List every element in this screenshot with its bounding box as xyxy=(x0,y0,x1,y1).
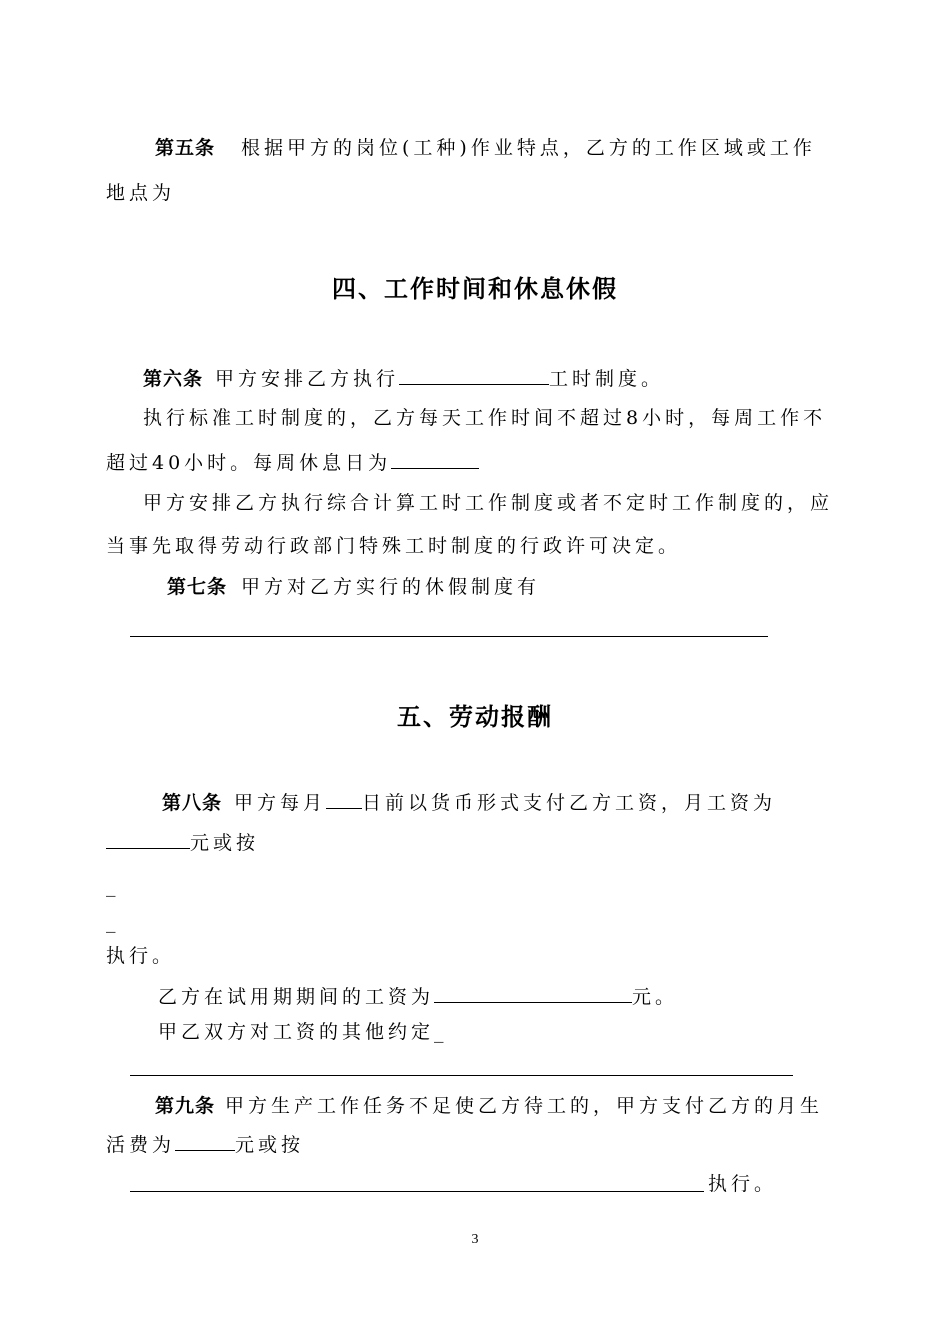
article-6-para-3b: 当事先取得劳动行政部门特殊工时制度的行政许可决定。 xyxy=(106,535,682,557)
living-allowance-basis-blank xyxy=(130,1191,704,1192)
article-9-line-1 xyxy=(155,1092,823,1120)
article-8-label: 第八条 xyxy=(162,792,223,814)
other-wage-terms-blank xyxy=(130,1075,793,1076)
article-7-text: 甲方对乙方实行的休假制度有 xyxy=(241,576,541,598)
article-9-text: 甲方生产工作任务不足使乙方待工的，甲方支付乙方的月生 xyxy=(225,1095,824,1117)
living-allowance-blank xyxy=(175,1130,235,1151)
article-8-line-2-text: 元或按 xyxy=(190,832,260,854)
rest-day-blank xyxy=(391,448,479,469)
monthly-wage-blank xyxy=(106,828,190,849)
article-5-line-1 xyxy=(155,134,816,162)
article-7-line xyxy=(167,573,540,601)
article-8-line-2 xyxy=(106,828,259,857)
article-8-dash-2: _ xyxy=(106,911,120,933)
article-6-post: 工时制度。 xyxy=(549,368,665,390)
article-5-text: 根据甲方的岗位(工种)作业特点，乙方的工作区域或工作 xyxy=(241,137,816,159)
article-9-label: 第九条 xyxy=(155,1095,216,1117)
other-wage-terms: 甲乙双方对工资的其他约定_ xyxy=(158,1021,448,1043)
article-8-pre: 甲方每月 xyxy=(234,792,327,814)
article-8-exec: 执行。 xyxy=(106,945,176,967)
article-5-text-2: 地点为 xyxy=(106,182,176,204)
article-5-label: 第五条 xyxy=(155,137,216,159)
article-8-post: 日前以货币形式支付乙方工资，月工资为 xyxy=(362,792,777,814)
page-number: 3 xyxy=(471,1232,479,1247)
probation-wage-blank xyxy=(434,982,632,1003)
article-8-line-1 xyxy=(162,788,776,817)
article-6-para-2b: 超过40小时。每周休息日为 xyxy=(106,452,392,474)
probation-wage-pre: 乙方在试用期期间的工资为 xyxy=(158,986,435,1008)
probation-wage-post: 元。 xyxy=(632,986,679,1008)
article-6-para-3a: 甲方安排乙方执行综合计算工时工作制度或者不定时工作制度的，应 xyxy=(143,492,834,514)
article-8-dash-1: _ xyxy=(106,875,120,897)
article-9-line-2-post: 元或按 xyxy=(235,1134,305,1156)
article-7-label: 第七条 xyxy=(167,576,228,598)
article-9-line-2 xyxy=(106,1130,304,1159)
work-hours-system-blank xyxy=(399,364,549,385)
article-6-label: 第六条 xyxy=(143,368,204,390)
leave-system-blank xyxy=(130,636,768,637)
section-4-heading: 四、工作时间和休息休假 xyxy=(332,275,618,303)
article-6-line-1 xyxy=(143,364,664,393)
article-6-para-2a: 执行标准工时制度的，乙方每天工作时间不超过8小时，每周工作不 xyxy=(143,407,827,429)
article-6-para-2b-line xyxy=(106,448,479,477)
probation-wage-line xyxy=(158,982,678,1011)
pay-day-blank xyxy=(326,788,362,809)
article-9-exec: 执行。 xyxy=(708,1173,778,1195)
article-9-line-2-pre: 活费为 xyxy=(106,1134,176,1156)
section-5-heading: 五、劳动报酬 xyxy=(397,703,553,731)
article-6-pre: 甲方安排乙方执行 xyxy=(215,368,400,390)
